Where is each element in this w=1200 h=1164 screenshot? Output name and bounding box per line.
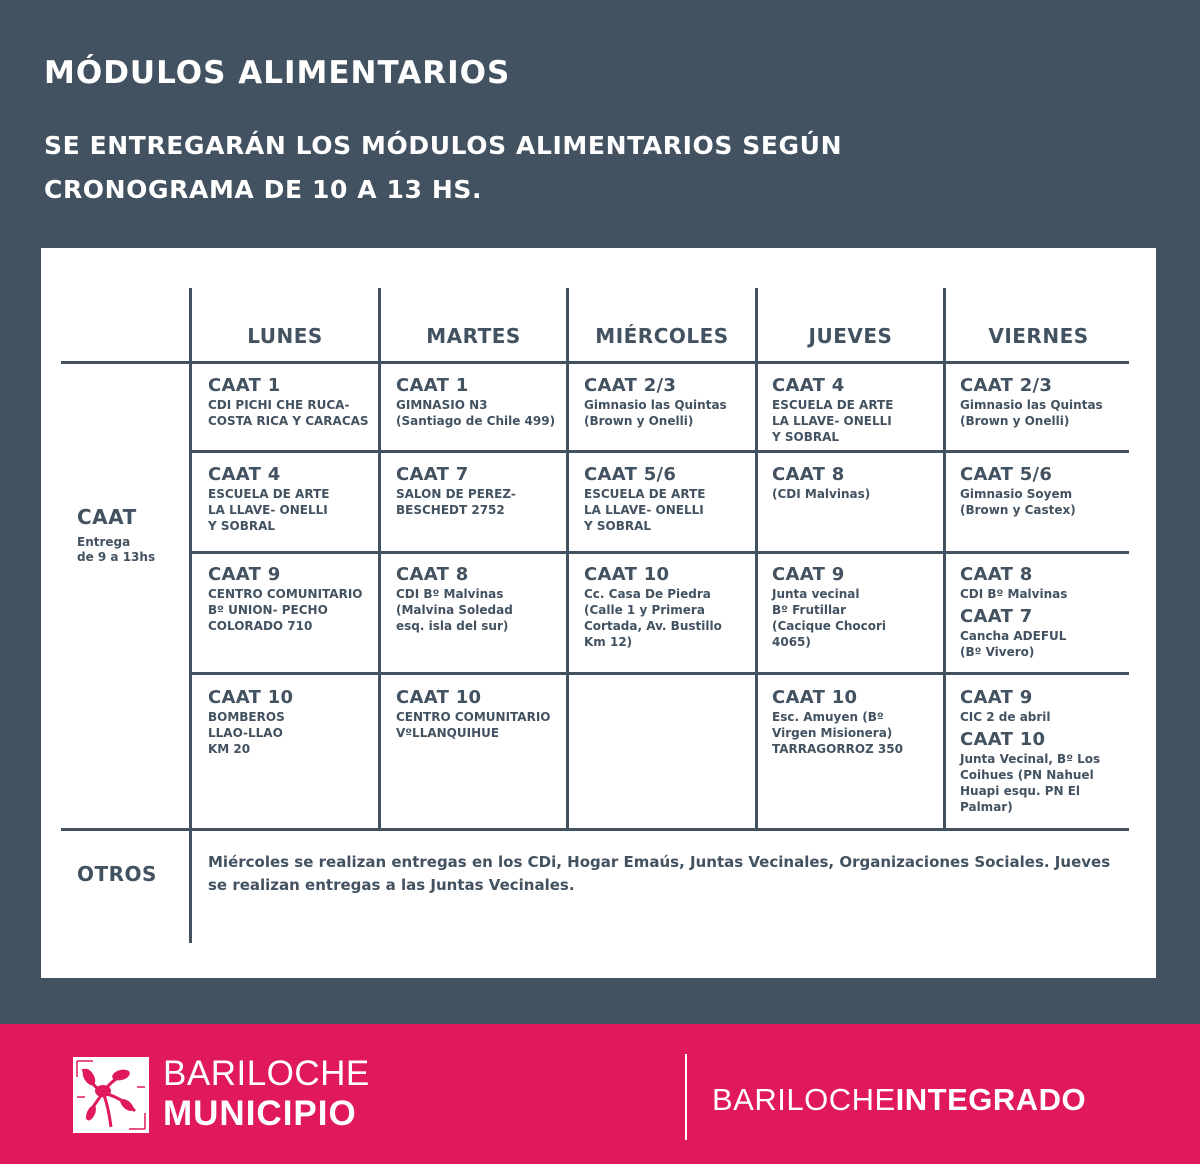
day-header-martes: MARTES <box>426 324 521 348</box>
caat-title: CAAT 10 <box>960 729 1046 750</box>
slogan-light: BARILOCHE <box>712 1082 896 1117</box>
footer <box>0 1024 1200 1164</box>
caat-location: Junta Vecinal, Bº Los Coihues (PN Nahuel Huapi esqu. PN El Palmar) <box>960 752 1101 814</box>
caat-title: CAAT 2/3 <box>584 375 677 396</box>
caat-title: CAAT 7 <box>960 606 1033 627</box>
caat-location: Junta vecinal Bº Frutillar (Cacique Chocori 4065) <box>772 587 887 649</box>
grid-line <box>61 361 1129 364</box>
caat-location: CIC 2 de abril <box>960 710 1051 724</box>
schedule-cell <box>396 564 572 634</box>
schedule-cell <box>584 564 760 650</box>
caat-location: CENTRO COMUNITARIO Bº UNION- PECHO COLORADO 710 <box>208 587 363 633</box>
caat-location: Gimnasio Soyem (Brown y Castex) <box>960 487 1076 517</box>
schedule-cell <box>396 464 572 518</box>
schedule-cell <box>208 375 384 429</box>
lily-flower-icon <box>73 1057 149 1133</box>
schedule-cell <box>208 464 384 534</box>
caat-title: CAAT 7 <box>396 464 469 485</box>
caat-location: SALON DE PEREZ- BESCHEDT 2752 <box>396 487 516 517</box>
caat-location: Esc. Amuyen (Bº Virgen Misionera) TARRAGORROZ 350 <box>772 710 903 756</box>
caat-title: CAAT 8 <box>960 564 1033 585</box>
caat-label: CAAT <box>77 505 137 529</box>
caat-location: ESCUELA DE ARTE LA LLAVE- ONELLI Y SOBRAL <box>584 487 706 533</box>
schedule-cell <box>396 375 572 429</box>
otros-text: Miércoles se realizan entregas en los CDi, Hogar Emaús, Juntas Vecinales, Organizaciones Sociales. Jueves se realizan entregas a las Juntas Vecinales. <box>208 853 1111 894</box>
day-header-viernes: VIERNES <box>988 324 1089 348</box>
schedule-cell <box>960 464 1136 518</box>
logo-box <box>73 1057 149 1133</box>
grid-line <box>189 672 1129 675</box>
caat-location: ESCUELA DE ARTE LA LLAVE- ONELLI Y SOBRAL <box>772 398 894 444</box>
schedule-cell <box>772 464 948 502</box>
grid-line <box>566 288 569 830</box>
caat-location: Cc. Casa De Piedra (Calle 1 y Primera Cortada, Av. Bustillo Km 12) <box>584 587 722 649</box>
header-subtitle: SE ENTREGARÁN LOS MÓDULOS ALIMENTARIOS SEGÚN CRONOGRAMA DE 10 A 13 HS. <box>44 131 843 204</box>
caat-title: CAAT 1 <box>396 375 469 396</box>
schedule-cell <box>208 687 384 757</box>
caat-title: CAAT 10 <box>772 687 858 708</box>
caat-row-label <box>77 505 155 565</box>
caat-title: CAAT 9 <box>208 564 281 585</box>
schedule-cell <box>772 375 948 445</box>
caat-title: CAAT 8 <box>772 464 845 485</box>
caat-title: CAAT 4 <box>772 375 845 396</box>
caat-location: (CDI Malvinas) <box>772 487 871 501</box>
caat-title: CAAT 2/3 <box>960 375 1053 396</box>
caat-title: CAAT 5/6 <box>960 464 1053 485</box>
logo-line2: MUNICIPIO <box>163 1094 357 1133</box>
caat-title: CAAT 10 <box>584 564 670 585</box>
caat-title: CAAT 4 <box>208 464 281 485</box>
caat-location: ESCUELA DE ARTE LA LLAVE- ONELLI Y SOBRAL <box>208 487 330 533</box>
caat-location: BOMBEROS LLAO-LLAO KM 20 <box>208 710 285 756</box>
caat-title: CAAT 10 <box>208 687 294 708</box>
schedule-cell <box>960 564 1136 660</box>
caat-title: CAAT 1 <box>208 375 281 396</box>
schedule-cell <box>772 687 948 757</box>
schedule-cell <box>396 687 572 741</box>
logo-line1: BARILOCHE <box>163 1054 370 1093</box>
schedule-cell <box>772 564 948 650</box>
grid-line <box>189 551 1129 554</box>
caat-title: CAAT 5/6 <box>584 464 677 485</box>
grid-line <box>189 288 192 943</box>
schedule-cell <box>208 564 384 634</box>
header-title: MÓDULOS ALIMENTARIOS <box>44 55 511 91</box>
caat-location: CENTRO COMUNITARIO VºLLANQUIHUE <box>396 710 551 740</box>
caat-location: Gimnasio las Quintas (Brown y Onelli) <box>960 398 1103 428</box>
slogan <box>712 1082 1086 1118</box>
grid-line <box>61 828 1129 831</box>
caat-location: CDI PICHI CHE RUCA- COSTA RICA Y CARACAS <box>208 398 369 428</box>
caat-location: GIMNASIO N3 (Santiago de Chile 499) <box>396 398 556 428</box>
caat-title: CAAT 9 <box>960 687 1033 708</box>
day-header-jueves: JUEVES <box>808 324 893 348</box>
caat-location: Cancha ADEFUL (Bº Vivero) <box>960 629 1067 659</box>
otros-label: OTROS <box>77 862 157 886</box>
grid-line <box>755 288 758 830</box>
day-header-lunes: LUNES <box>247 324 323 348</box>
caat-title: CAAT 10 <box>396 687 482 708</box>
schedule-panel <box>41 248 1156 978</box>
caat-location: CDI Bº Malvinas (Malvina Soledad esq. isla del sur) <box>396 587 513 633</box>
footer-divider <box>685 1054 687 1140</box>
day-header-miercoles: MIÉRCOLES <box>595 324 729 348</box>
schedule-cell <box>584 464 760 534</box>
caat-location: Gimnasio las Quintas (Brown y Onelli) <box>584 398 727 428</box>
schedule-cell <box>960 375 1136 429</box>
caat-title: CAAT 9 <box>772 564 845 585</box>
schedule-cell <box>584 375 760 429</box>
caat-title: CAAT 8 <box>396 564 469 585</box>
schedule-cell <box>960 687 1136 815</box>
caat-location: CDI Bº Malvinas <box>960 587 1068 601</box>
caat-note: Entrega de 9 a 13hs <box>77 535 156 564</box>
otros-row-label <box>77 862 157 886</box>
grid-line <box>189 450 1129 453</box>
slogan-bold: INTEGRADO <box>895 1082 1087 1117</box>
